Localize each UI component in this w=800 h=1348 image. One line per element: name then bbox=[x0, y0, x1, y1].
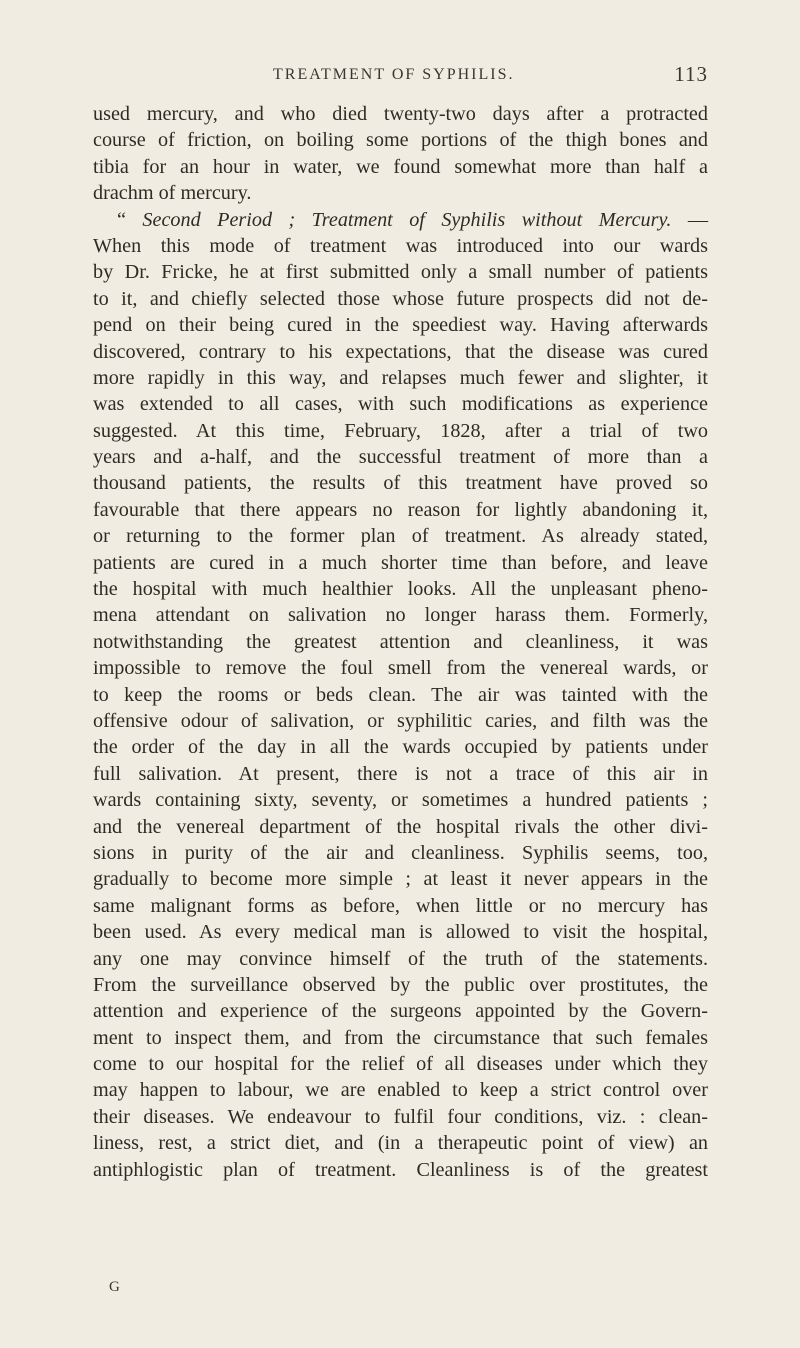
text-line: thousand patients, the results of this treatment have proved so bbox=[93, 472, 708, 495]
text-line: by Dr. Fricke, he at first submitted only a small number of patients bbox=[93, 261, 708, 284]
text-line: gradually to become more simple ; at least it never appears in the bbox=[93, 868, 708, 891]
text-line: the hospital with much healthier looks. All the unpleasant pheno- bbox=[93, 578, 708, 601]
text-line: liness, rest, a strict diet, and (in a therapeutic point of view) an bbox=[93, 1132, 708, 1155]
text-line: When this mode of treatment was introduced into our wards bbox=[93, 234, 708, 257]
section-heading-dash: — bbox=[671, 208, 709, 231]
text-line: offensive odour of salivation, or syphilitic caries, and filth was the bbox=[93, 709, 708, 732]
text-line: attention and experience of the surgeons appointed by the Govern- bbox=[93, 1000, 708, 1023]
text-line: tibia for an hour in water, we found somewhat more than half a bbox=[93, 155, 708, 178]
text-line: notwithstanding the greatest attention and cleanliness, it was bbox=[93, 630, 708, 653]
text-line: any one may convince himself of the truth of the statements. bbox=[93, 947, 708, 970]
text-line: favourable that there appears no reason for lightly abandoning it, bbox=[93, 498, 708, 521]
text-line: mena attendant on salivation no longer harass them. Formerly, bbox=[93, 604, 708, 627]
text-line: pend on their being cured in the speediest way. Having afterwards bbox=[93, 314, 708, 337]
text-line: their diseases. We endeavour to fulfil four conditions, viz. : clean- bbox=[93, 1105, 708, 1128]
body-text bbox=[93, 101, 708, 1183]
section-heading-quote: “ bbox=[117, 208, 126, 231]
text-line: patients are cured in a much shorter time than before, and leave bbox=[93, 551, 708, 574]
page-number: 113 bbox=[674, 62, 708, 86]
text-line: to it, and chiefly selected those whose future prospects did not de- bbox=[93, 287, 708, 310]
section-heading bbox=[93, 207, 708, 233]
text-line: same malignant forms as before, when little or no mercury has bbox=[93, 894, 708, 917]
running-title: TREATMENT OF SYPHILIS. bbox=[273, 66, 515, 83]
text-line: come to our hospital for the relief of all diseases under which they bbox=[93, 1053, 708, 1076]
text-line: sions in purity of the air and cleanliness. Syphilis seems, too, bbox=[93, 841, 708, 864]
text-line: suggested. At this time, February, 1828, after a trial of two bbox=[93, 419, 708, 442]
text-line: From the surveillance observed by the public over prostitutes, the bbox=[93, 973, 708, 996]
text-line: drachm of mercury. bbox=[93, 182, 252, 205]
text-line: the order of the day in all the wards occupied by patients under bbox=[93, 736, 708, 759]
text-line: years and a-half, and the successful treatment of more than a bbox=[93, 446, 708, 469]
text-line: ment to inspect them, and from the circumstance that such females bbox=[93, 1026, 708, 1049]
text-line: discovered, contrary to his expectations, that the disease was cured bbox=[93, 340, 708, 363]
text-line: or returning to the former plan of treatment. As already stated, bbox=[93, 525, 708, 548]
printer-signature: G bbox=[109, 1279, 120, 1295]
text-line: and the venereal department of the hospital rivals the other divi- bbox=[93, 815, 708, 838]
running-head bbox=[93, 62, 708, 90]
section-heading-title: Second Period ; Treatment of Syphilis without Mercury. bbox=[142, 208, 672, 231]
text-line: to keep the rooms or beds clean. The air was tainted with the bbox=[93, 683, 708, 706]
text-line: been used. As every medical man is allowed to visit the hospital, bbox=[93, 921, 708, 944]
text-line: may happen to labour, we are enabled to keep a strict control over bbox=[93, 1079, 708, 1102]
text-line: antiphlogistic plan of treatment. Cleanliness is of the greatest bbox=[93, 1158, 708, 1181]
text-line: course of friction, on boiling some portions of the thigh bones and bbox=[93, 129, 708, 152]
text-line: was extended to all cases, with such modifications as experience bbox=[93, 393, 708, 416]
text-line: more rapidly in this way, and relapses much fewer and slighter, it bbox=[93, 366, 708, 389]
text-line: used mercury, and who died twenty-two days after a protracted bbox=[93, 103, 708, 125]
text-line: impossible to remove the foul smell from the venereal wards, or bbox=[93, 657, 708, 680]
text-line: full salivation. At present, there is not a trace of this air in bbox=[93, 762, 708, 785]
text-line: wards containing sixty, seventy, or sometimes a hundred patients ; bbox=[93, 789, 708, 812]
